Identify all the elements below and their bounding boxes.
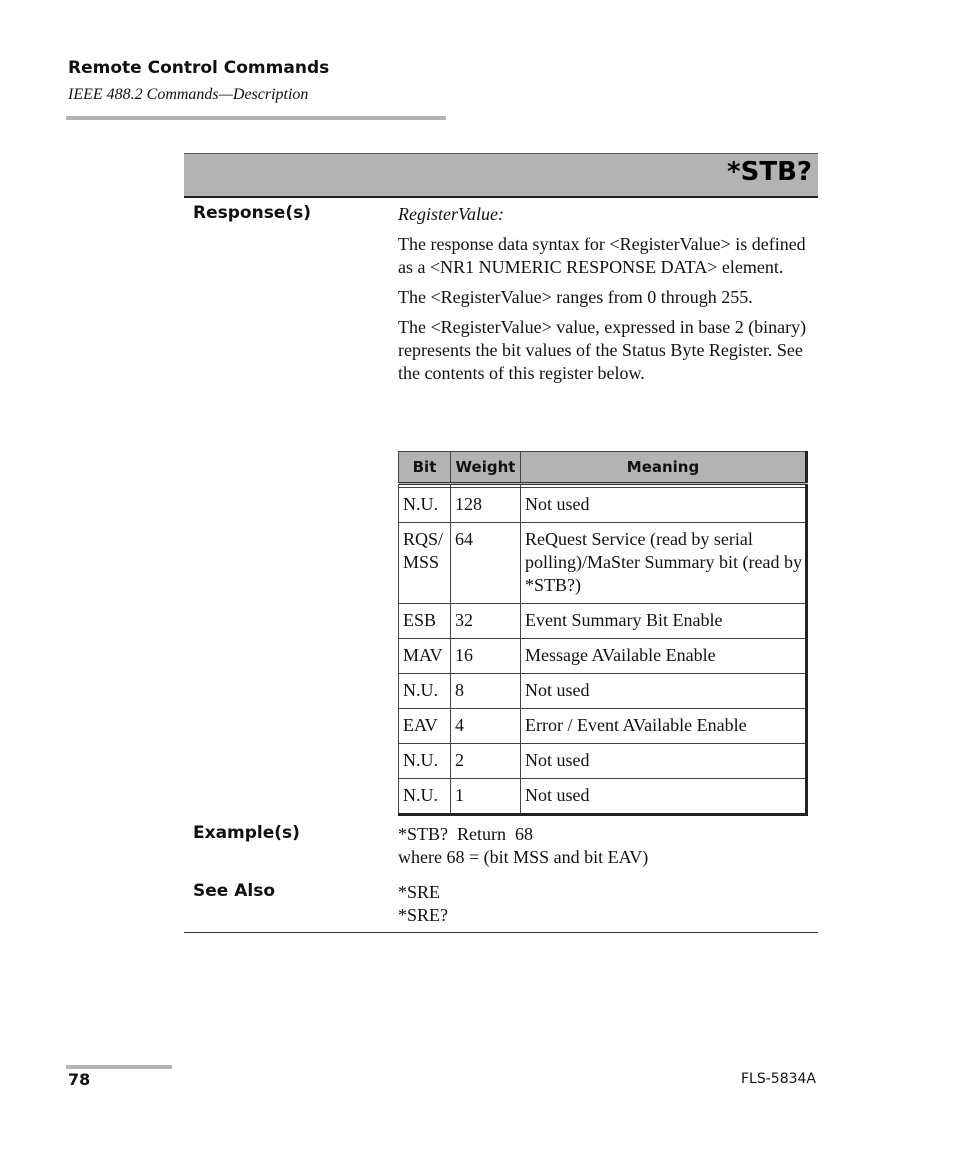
response-label: Response(s) <box>193 203 311 223</box>
cell-meaning: ReQuest Service (read by serial polling)/MaSter Summary bit (read by *STB?) <box>521 523 807 604</box>
see-also-item: *SRE <box>398 882 441 902</box>
table-row <box>399 674 807 709</box>
response-body <box>398 203 818 392</box>
response-para-2: The <RegisterValue> ranges from 0 through 255. <box>398 287 753 307</box>
running-head <box>68 58 329 104</box>
header-bit: Bit <box>399 452 451 484</box>
footer-divider <box>66 1065 172 1069</box>
cell-weight: 1 <box>451 779 521 815</box>
cell-weight: 128 <box>451 488 521 523</box>
example-body <box>398 823 818 869</box>
section-title: IEEE 488.2 Commands—Description <box>68 86 309 103</box>
cell-meaning: Not used <box>521 488 807 523</box>
cell-meaning: Not used <box>521 779 807 815</box>
cell-weight: 4 <box>451 709 521 744</box>
page-number: 78 <box>68 1070 91 1089</box>
cell-bit: N.U. <box>399 779 451 815</box>
header-weight: Weight <box>451 452 521 484</box>
document-id: FLS-5834A <box>741 1071 816 1087</box>
cell-bit: EAV <box>399 709 451 744</box>
response-value-name: RegisterValue: <box>398 204 504 224</box>
header-divider <box>66 116 446 120</box>
cell-bit: RQS/ MSS <box>399 523 451 604</box>
table-row <box>399 639 807 674</box>
table-row <box>399 488 807 523</box>
cell-bit: N.U. <box>399 674 451 709</box>
section-bottom-divider <box>184 932 818 933</box>
table-row <box>399 779 807 815</box>
example-line-1: *STB? Return 68 <box>398 824 533 844</box>
cell-meaning: Message AVailable Enable <box>521 639 807 674</box>
cell-weight: 8 <box>451 674 521 709</box>
cell-weight: 2 <box>451 744 521 779</box>
cell-bit: MAV <box>399 639 451 674</box>
command-title-bar <box>184 153 818 198</box>
table-row <box>399 523 807 604</box>
table-row <box>399 709 807 744</box>
see-also-body <box>398 881 818 927</box>
status-byte-table <box>398 451 808 816</box>
cell-weight: 64 <box>451 523 521 604</box>
cell-meaning: Error / Event AVailable Enable <box>521 709 807 744</box>
table-header-row <box>399 452 807 484</box>
table-row <box>399 744 807 779</box>
cell-weight: 32 <box>451 604 521 639</box>
cell-bit: ESB <box>399 604 451 639</box>
see-also-item: *SRE? <box>398 905 449 925</box>
cell-meaning: Not used <box>521 744 807 779</box>
response-para-3: The <RegisterValue> value, expressed in base 2 (binary) represents the bit values of the Status Byte Register. See the contents of this register below. <box>398 317 807 383</box>
header-meaning: Meaning <box>521 452 807 484</box>
cell-meaning: Not used <box>521 674 807 709</box>
example-label: Example(s) <box>193 823 300 843</box>
cell-bit: N.U. <box>399 744 451 779</box>
example-line-2: where 68 = (bit MSS and bit EAV) <box>398 847 649 867</box>
cell-bit: N.U. <box>399 488 451 523</box>
command-name: *STB? <box>727 157 812 187</box>
table-row <box>399 604 807 639</box>
see-also-label: See Also <box>193 881 276 901</box>
response-para-1: The response data syntax for <RegisterValue> is defined as a <NR1 NUMERIC RESPONSE DATA> element. <box>398 234 806 277</box>
chapter-title: Remote Control Commands <box>68 58 330 78</box>
cell-meaning: Event Summary Bit Enable <box>521 604 807 639</box>
cell-weight: 16 <box>451 639 521 674</box>
